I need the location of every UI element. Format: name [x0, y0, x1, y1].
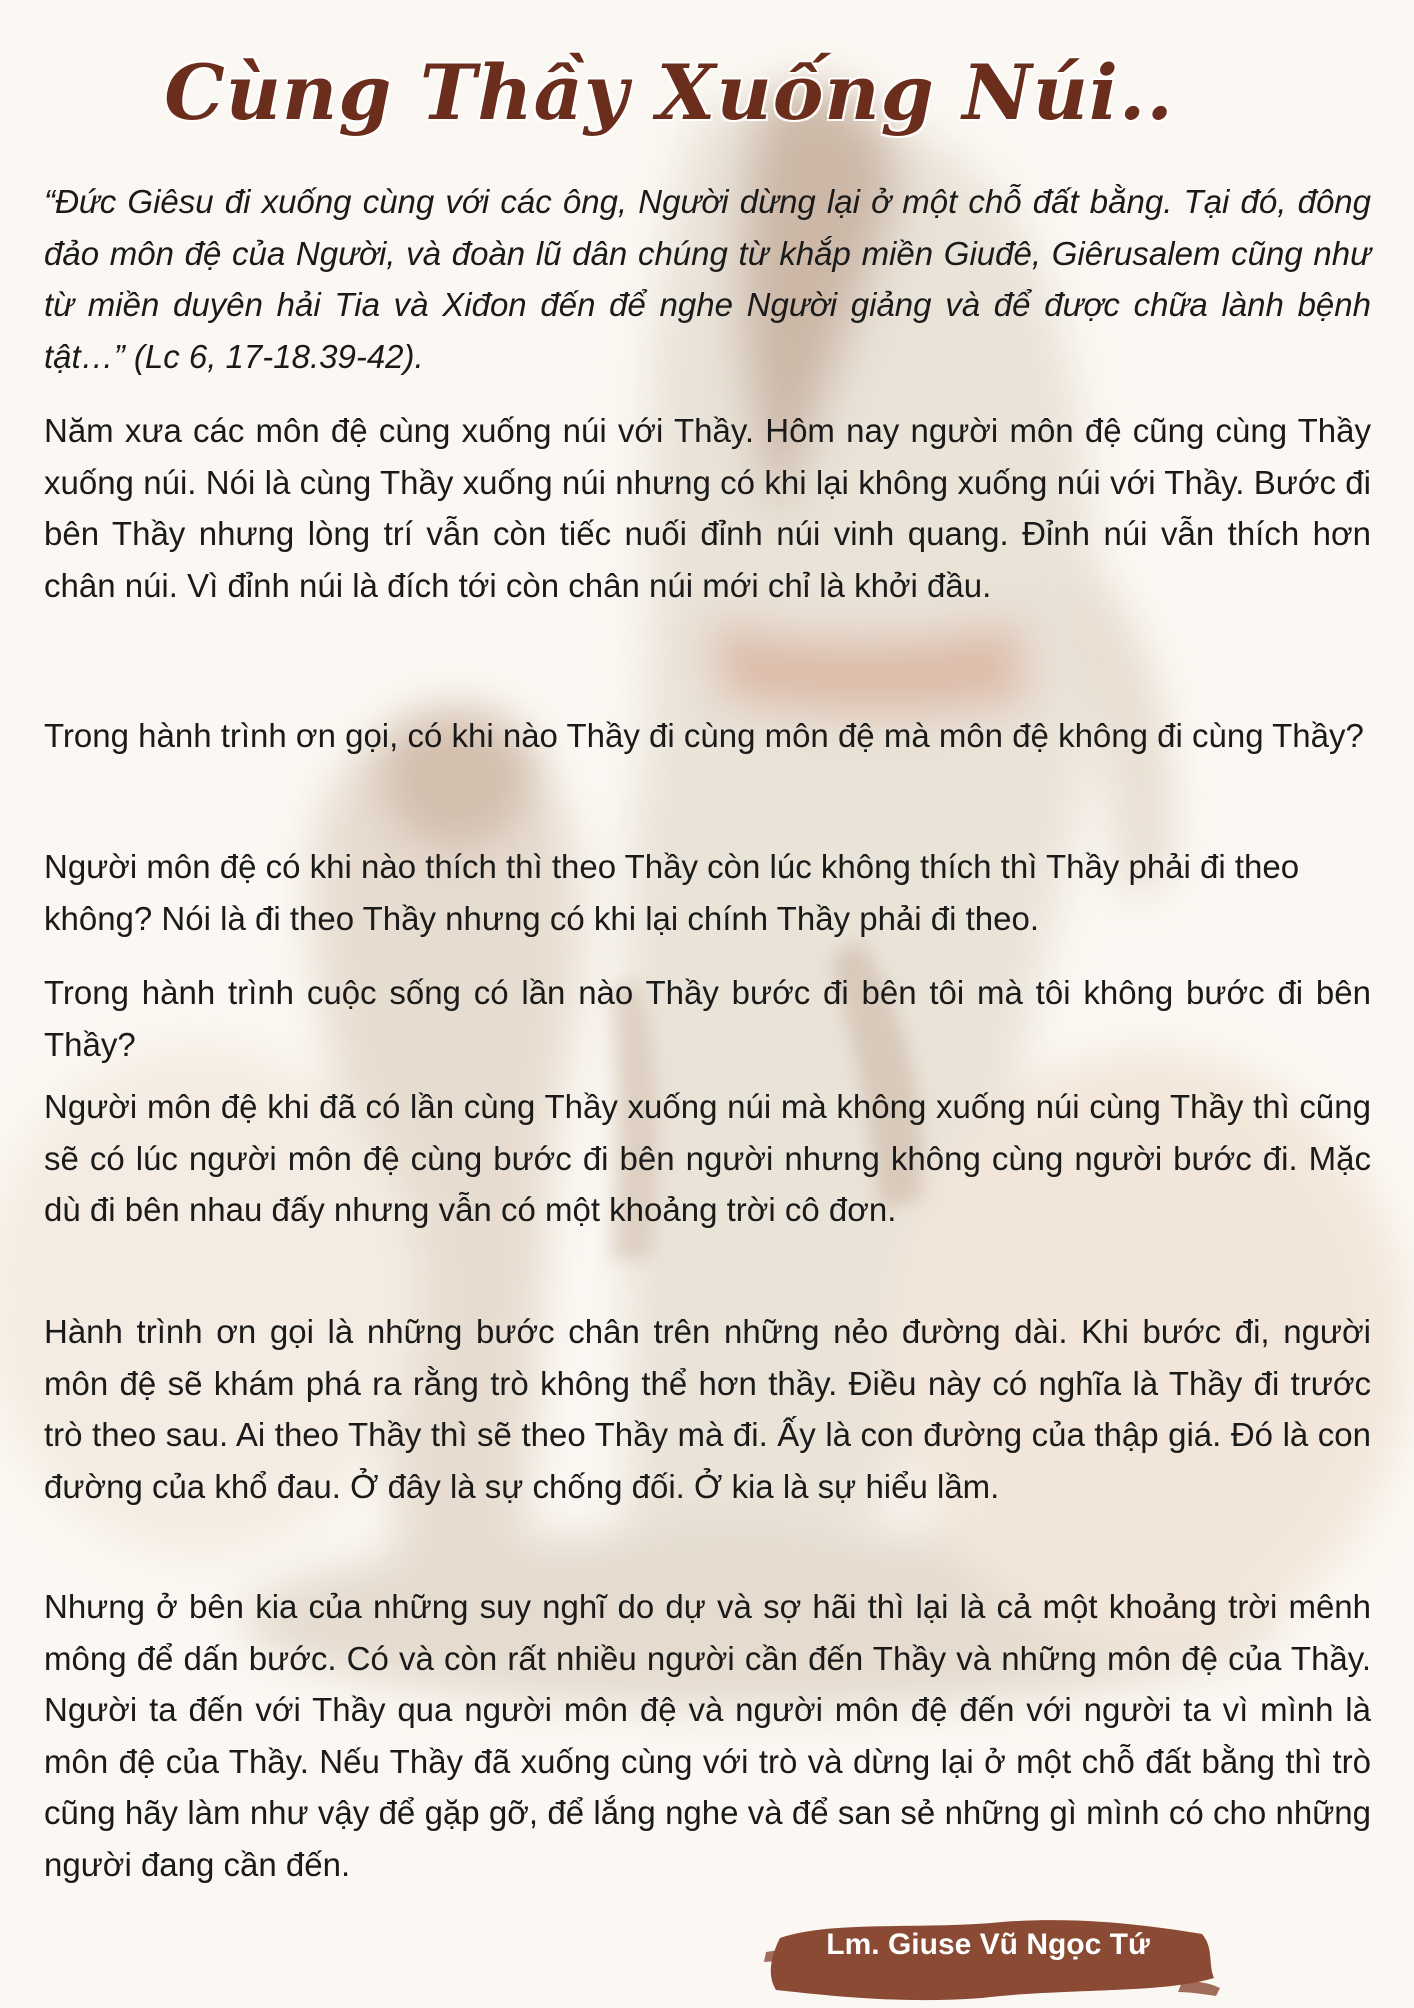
paragraph-3: Người môn đệ có khi nào thích thì theo Thầy còn lúc không thích thì Thầy phải đi theo không? Nói là đi theo Thầy nhưng có khi lại chính Thầy phải đi theo.: [44, 848, 1300, 937]
paragraph-6: Hành trình ơn gọi là những bước chân trên những nẻo đường dài. Khi bước đi, người môn đệ sẽ khám phá ra rằng trò không thể hơn thầy. Điều này có nghĩa là Thầy đi trước trò theo sau. Ai theo Thầy thì sẽ theo Thầy mà đi. Ấy là con đường của thập giá. Đó là con đường của khổ đau. Ở đây là sự chống đối. Ở kia là sự hiểu lầm.: [44, 1313, 1371, 1505]
paragraph-7: Nhưng ở bên kia của những suy nghĩ do dự và sợ hãi thì lại là cả một khoảng trời mênh mông để dấn bước. Có và còn rất nhiều người cần đến Thầy và những môn đệ của Thầy. Người ta đến với Thầy qua người môn đệ và người môn đệ đến với người ta vì mình là môn đệ của Thầy. Nếu Thầy đã xuống cùng với trò và dừng lại ở một chỗ đất bằng thì trò cũng hãy làm như vậy để gặp gỡ, để lắng nghe và để san sẻ những gì mình có cho những người đang cần đến.: [44, 1588, 1371, 1883]
paragraph-4: Trong hành trình cuộc sống có lần nào Thầy bước đi bên tôi mà tôi không bước đi bên Thầy?: [44, 974, 1371, 1063]
paragraph-2: Trong hành trình ơn gọi, có khi nào Thầy đi cùng môn đệ mà môn đệ không đi cùng Thầy?: [44, 717, 1364, 754]
page-title: Cùng Thầy Xuống Núi..: [164, 48, 1174, 137]
scripture-quote: “Đức Giêsu đi xuống cùng với các ông, Người dừng lại ở một chỗ đất bằng. Tại đó, đông đảo môn đệ của Người, và đoàn lũ dân chúng từ khắp miền Giuđê, Giêrusalem cũng như từ miền duyên hải Tia và Xiđon đến để nghe Người giảng và để được chữa lành bệnh tật…” (Lc 6, 17-18.39-42).: [44, 183, 1371, 375]
paragraph-1: Năm xưa các môn đệ cùng xuống núi với Thầy. Hôm nay người môn đệ cũng cùng Thầy xuống núi. Nói là cùng Thầy xuống núi nhưng có khi lại không xuống núi với Thầy. Bước đi bên Thầy nhưng lòng trí vẫn còn tiếc nuối đỉnh núi vinh quang. Đỉnh núi vẫn thích hơn chân núi. Vì đỉnh núi là đích tới còn chân núi mới chỉ là khởi đầu.: [44, 412, 1371, 604]
paragraph-5: Người môn đệ khi đã có lần cùng Thầy xuống núi mà không xuống núi cùng Thầy thì cũng sẽ có lúc người môn đệ cùng bước đi bên người nhưng không cùng người bước đi. Mặc dù đi bên nhau đấy nhưng vẫn có một khoảng trời cô đơn.: [44, 1088, 1371, 1228]
author-signature: Lm. Giuse Vũ Ngọc Tứ: [826, 1928, 1150, 1961]
